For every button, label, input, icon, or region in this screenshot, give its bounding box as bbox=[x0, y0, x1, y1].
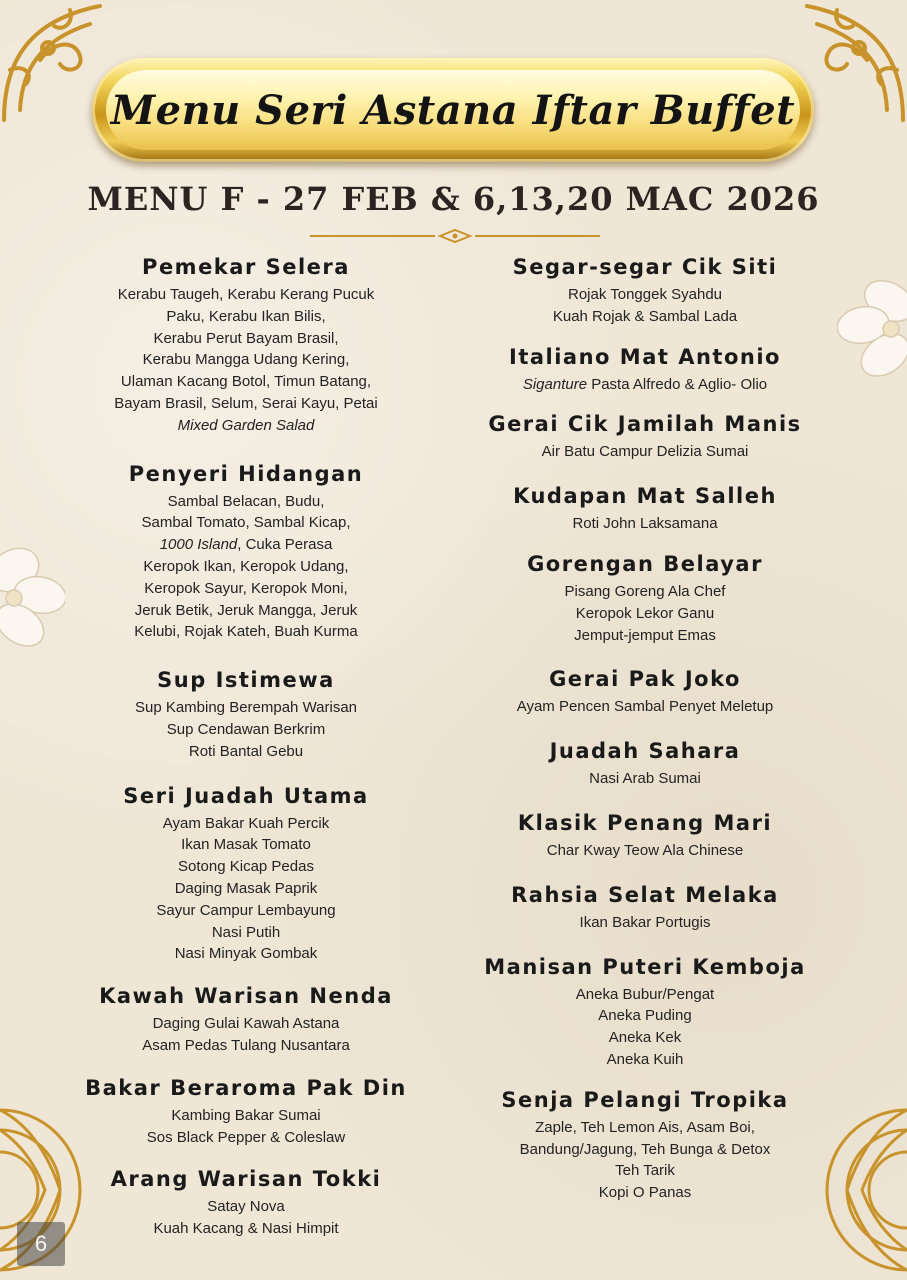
menu-item: Sambal Tomato, Sambal Kicap, bbox=[141, 514, 351, 532]
menu-section bbox=[480, 880, 810, 934]
menu-section bbox=[480, 409, 810, 463]
section-title: Kawah Warisan Nenda bbox=[99, 984, 393, 1009]
menu-item: Keropok Ikan, Keropok Udang, bbox=[143, 557, 349, 575]
menu-item: Ikan Masak Tomato bbox=[181, 836, 311, 854]
menu-item: Aneka Kek bbox=[608, 1029, 682, 1047]
section-title: Gerai Pak Joko bbox=[549, 667, 741, 692]
menu-item: Jemput-jemput Emas bbox=[574, 626, 716, 644]
menu-section bbox=[480, 342, 810, 396]
menu-item: Keropok Sayur, Keropok Moni, bbox=[144, 579, 348, 597]
menu-item: Ayam Pencen Sambal Penyet Meletup bbox=[516, 698, 774, 716]
menu-column-left bbox=[62, 252, 430, 1240]
menu-item: Char Kway Teow Ala Chinese bbox=[546, 841, 744, 859]
section-title: Seri Juadah Utama bbox=[123, 783, 369, 808]
menu-section bbox=[480, 549, 810, 646]
section-title: Italiano Mat Antonio bbox=[509, 344, 781, 369]
menu-item: Kambing Bakar Sumai bbox=[171, 1106, 321, 1124]
page-number-badge: 6 bbox=[17, 1222, 65, 1266]
section-title: Klasik Penang Mari bbox=[517, 810, 773, 835]
menu-item: Ayam Bakar Kuah Percik bbox=[162, 814, 330, 832]
menu-item: Kelubi, Rojak Kateh, Buah Kurma bbox=[134, 623, 358, 641]
menu-item: Sayur Campur Lembayung bbox=[156, 901, 336, 919]
menu-item: Roti Bantal Gebu bbox=[188, 742, 304, 760]
menu-section bbox=[62, 252, 430, 437]
menu-section bbox=[62, 781, 430, 966]
menu-item: Sotong Kicap Pedas bbox=[178, 858, 314, 876]
menu-section bbox=[480, 481, 810, 535]
menu-item: Zaple, Teh Lemon Ais, Asam Boi, bbox=[535, 1118, 755, 1136]
section-title: Bakar Beraroma Pak Din bbox=[85, 1075, 407, 1100]
title-banner bbox=[92, 58, 814, 162]
banner-title: Menu Seri Astana Iftar Buffet bbox=[110, 86, 796, 134]
section-title: Penyeri Hidangan bbox=[128, 461, 364, 486]
menu-item-italic: 1000 Island bbox=[159, 536, 238, 554]
divider-ornament-icon bbox=[310, 229, 600, 243]
menu-item: Satay Nova bbox=[207, 1198, 285, 1216]
section-title: Gorengan Belayar bbox=[527, 551, 763, 576]
mandala-icon bbox=[812, 1090, 907, 1280]
menu-item: Nasi Minyak Gombak bbox=[174, 945, 318, 963]
section-title: Gerai Cik Jamilah Manis bbox=[488, 412, 802, 437]
section-title: Kudapan Mat Salleh bbox=[513, 484, 777, 509]
menu-item: Jeruk Betik, Jeruk Mangga, Jeruk bbox=[134, 601, 358, 619]
menu-item: 1000 Island, Cuka Perasa bbox=[159, 536, 333, 554]
section-title: Arang Warisan Tokki bbox=[110, 1167, 382, 1192]
menu-item: Sos Black Pepper & Coleslaw bbox=[146, 1128, 346, 1146]
menu-section bbox=[480, 252, 810, 328]
menu-item: Sup Kambing Berempah Warisan bbox=[134, 699, 358, 717]
menu-item: Kerabu Perut Bayam Brasil, bbox=[153, 329, 339, 347]
menu-item: Sambal Belacan, Budu, bbox=[167, 492, 325, 510]
menu-item: Daging Gulai Kawah Astana bbox=[152, 1015, 340, 1033]
menu-item: Sup Cendawan Berkrim bbox=[166, 720, 326, 738]
menu-item: Daging Masak Paprik bbox=[174, 879, 318, 897]
menu-item: Asam Pedas Tulang Nusantara bbox=[142, 1036, 350, 1054]
menu-item: Bayam Brasil, Selum, Serai Kayu, Petai bbox=[114, 394, 378, 412]
section-title: Rahsia Selat Melaka bbox=[511, 882, 779, 907]
menu-section bbox=[62, 665, 430, 762]
menu-item: Aneka Puding bbox=[598, 1007, 692, 1025]
menu-item: Paku, Kerabu Ikan Bilis, bbox=[166, 307, 326, 325]
section-title: Manisan Puteri Kemboja bbox=[484, 954, 806, 979]
section-title: Senja Pelangi Tropika bbox=[501, 1087, 789, 1112]
menu-section bbox=[480, 808, 810, 862]
menu-item: Kuah Rojak & Sambal Lada bbox=[552, 307, 738, 325]
menu-item: Kopi O Panas bbox=[598, 1184, 692, 1202]
menu-item: Nasi Putih bbox=[211, 923, 281, 941]
menu-item: Kerabu Taugeh, Kerabu Kerang Pucuk bbox=[117, 286, 375, 303]
section-title: Sup Istimewa bbox=[157, 668, 335, 693]
menu-item: Siganture Pasta Alfredo & Aglio- Olio bbox=[522, 375, 768, 393]
menu-item: Aneka Bubur/Pengat bbox=[575, 985, 715, 1003]
menu-item: Ikan Bakar Portugis bbox=[579, 913, 711, 931]
menu-item: Rojak Tonggek Syahdu bbox=[568, 286, 722, 303]
menu-item: Air Batu Campur Delizia Sumai bbox=[541, 443, 749, 461]
menu-section bbox=[480, 664, 810, 718]
section-title: Juadah Sahara bbox=[549, 739, 741, 764]
menu-item: Keropok Lekor Ganu bbox=[575, 604, 715, 622]
menu-item: Kuah Kacang & Nasi Himpit bbox=[153, 1220, 339, 1238]
section-title: Pemekar Selera bbox=[142, 255, 350, 279]
menu-section bbox=[480, 736, 810, 790]
flower-icon bbox=[0, 540, 65, 650]
menu-item: Pisang Goreng Ala Chef bbox=[564, 582, 726, 600]
menu-item: Aneka Kuih bbox=[606, 1050, 684, 1068]
menu-item: Kerabu Mangga Udang Kering, bbox=[142, 351, 350, 369]
menu-section bbox=[62, 1164, 430, 1240]
menu-item: Mixed Garden Salad bbox=[177, 416, 315, 434]
menu-section bbox=[480, 952, 810, 1071]
flower-icon bbox=[837, 275, 907, 380]
menu-column-right bbox=[480, 252, 810, 1204]
menu-item: Ulaman Kacang Botol, Timun Batang, bbox=[120, 373, 372, 391]
menu-section bbox=[62, 1073, 430, 1149]
section-title: Segar-segar Cik Siti bbox=[512, 255, 778, 279]
menu-section bbox=[62, 981, 430, 1057]
menu-subtitle: MENU F - 27 FEB & 6,13,20 MAC 2026 bbox=[87, 180, 820, 218]
menu-section bbox=[480, 1085, 810, 1204]
menu-item: Nasi Arab Sumai bbox=[589, 770, 701, 788]
menu-item: Bandung/Jagung, Teh Bunga & Detox bbox=[519, 1140, 771, 1158]
menu-section bbox=[62, 459, 430, 644]
menu-item-italic: Siganture bbox=[522, 375, 588, 393]
menu-item: Teh Tarik bbox=[615, 1162, 675, 1180]
menu-item: Roti John Laksamana bbox=[572, 515, 718, 533]
